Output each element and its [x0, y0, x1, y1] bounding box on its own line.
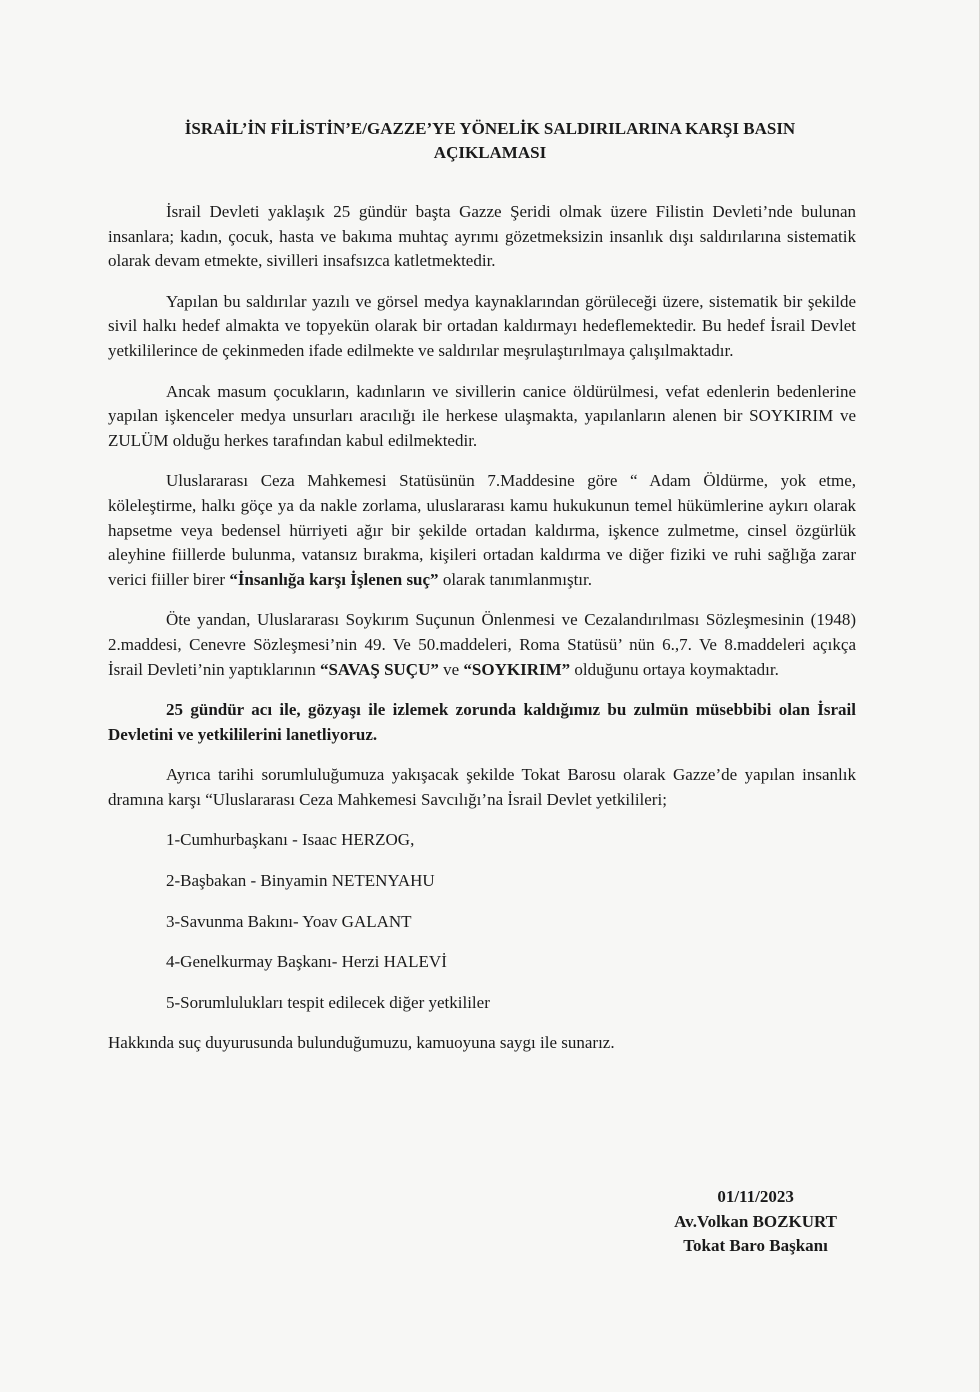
paragraph-5-mid: ve [438, 659, 464, 679]
list-item: 3-Savunma Bakını- Yoav GALANT [166, 911, 412, 931]
closing-paragraph: Hakkında suç duyurusunda bulunduğumuzu, kamuoyuna saygı ile sunarız. [108, 1033, 615, 1053]
signature-role: Tokat Baro Başkanı [683, 1236, 828, 1255]
paragraph-4-text: Uluslararası Ceza Mahkemesi Statüsünün 7.Maddesine göre “ Adam Öldürme, yok etme, köleleştirme, halkı göçe ya da nakle zorlama, uluslararası kamu hukukunun temel hükümlerine aykırı olarak hapsetme veya bedensel hürriyeti ağır bir şekilde ortadan kaldırma, işkence zulmetme, cinsel özgürlük aleyhine fiillerde bulunma, vatansız bırakma, kişileri ortadan kaldırma ve diğer fiziki ve ruhi sağlığa zarar verici fiiller birer [108, 471, 856, 589]
signature-name: Av.Volkan BOZKURT [674, 1211, 837, 1231]
title-line-1: İSRAİL’İN FİLİSTİN’E/GAZZE’YE YÖNELİK SALDIRILARINA KARŞI BASIN [184, 119, 796, 138]
paragraph-5-bold-2: “SOYKIRIM” [463, 659, 571, 679]
paragraph-3: Ancak masum çocukların, kadınların ve sivillerin canice öldürülmesi, vefat edenlerin bedenlerine yapılan işkenceler medya unsurları aracılığı ile herkese ulaşmakta, yapılanların alenen bir SOYKIRIM ve ZULÜM olduğu herkes tarafından kabul edilmektedir. [108, 381, 856, 450]
paragraph-1: İsrail Devleti yaklaşık 25 gündür başta Gazze Şeridi olmak üzere Filistin Devleti’nde bulunan insanlara; kadın, çocuk, hasta ve bakıma muhtaç ayrımı gözetmeksizin insanlık dışı saldırılarına sistematik olarak devam etmekte, sivilleri insafsızca katletmektedir. [108, 202, 856, 271]
paragraph-2: Yapılan bu saldırılar yazılı ve görsel medya kaynaklarından görüleceği üzere, sistematik bir şekilde sivil halkı hedef almakta ve topyekün olarak bir ortadan kaldırmayı hedeflemektedir. Bu hedef İsrail Devlet yetkililerince de çekinmeden ifade edilmekte ve saldırılar meşrulaştırılmaya çalışılmaktadır. [108, 291, 856, 360]
document-body [108, 200, 856, 1072]
document-title [100, 117, 880, 165]
paragraph-4-end: olarak tanımlanmıştır. [438, 569, 593, 589]
signature-date: 01/11/2023 [717, 1187, 794, 1206]
paragraph-5 [108, 608, 856, 682]
paragraph-5-bold-1: “SAVAŞ SUÇU” [319, 659, 439, 679]
list-item: 5-Sorumlulukları tespit edilecek diğer yetkililer [166, 992, 490, 1012]
title-line-2: AÇIKLAMASI [433, 143, 547, 162]
paragraph-5-text: Öte yandan, Uluslararası Soykırım Suçunun Önlenmesi ve Cezalandırılması Sözleşmesinin (1948) 2.maddesi, Cenevre Sözleşmesi’nin 49. Ve 50.maddeleri, Roma Statüsü’ nün 6.,7. Ve 8.maddeleri açıkça İsrail Devleti’nin yaptıklarının [108, 610, 856, 679]
list-item: 2-Başbakan - Binyamin NETENYAHU [166, 871, 435, 891]
paragraph-6 [108, 698, 856, 747]
paragraph-4-bold: “İnsanlığa karşı İşlenen suç” [229, 569, 439, 589]
paragraph-4 [108, 469, 856, 592]
official-list [108, 828, 856, 1015]
list-item: 1-Cumhurbaşkanı - Isaac HERZOG, [166, 830, 415, 850]
signature-block [674, 1185, 837, 1259]
paragraph-7: Ayrıca tarihi sorumluluğumuza yakışacak şekilde Tokat Barosu olarak Gazze’de yapılan insanlık dramına karşı “Uluslararası Ceza Mahkemesi Savcılığı’na İsrail Devlet yetkilileri; [108, 765, 856, 809]
paragraph-6-bold: 25 gündür acı ile, gözyaşı ile izlemek zorunda kaldığımız bu zulmün müsebbibi olan İsrail Devletini ve yetkililerini lanetliyoruz. [108, 700, 856, 744]
list-item: 4-Genelkurmay Başkanı- Herzi HALEVİ [166, 952, 447, 972]
paragraph-5-end: olduğunu ortaya koymaktadır. [570, 659, 779, 679]
